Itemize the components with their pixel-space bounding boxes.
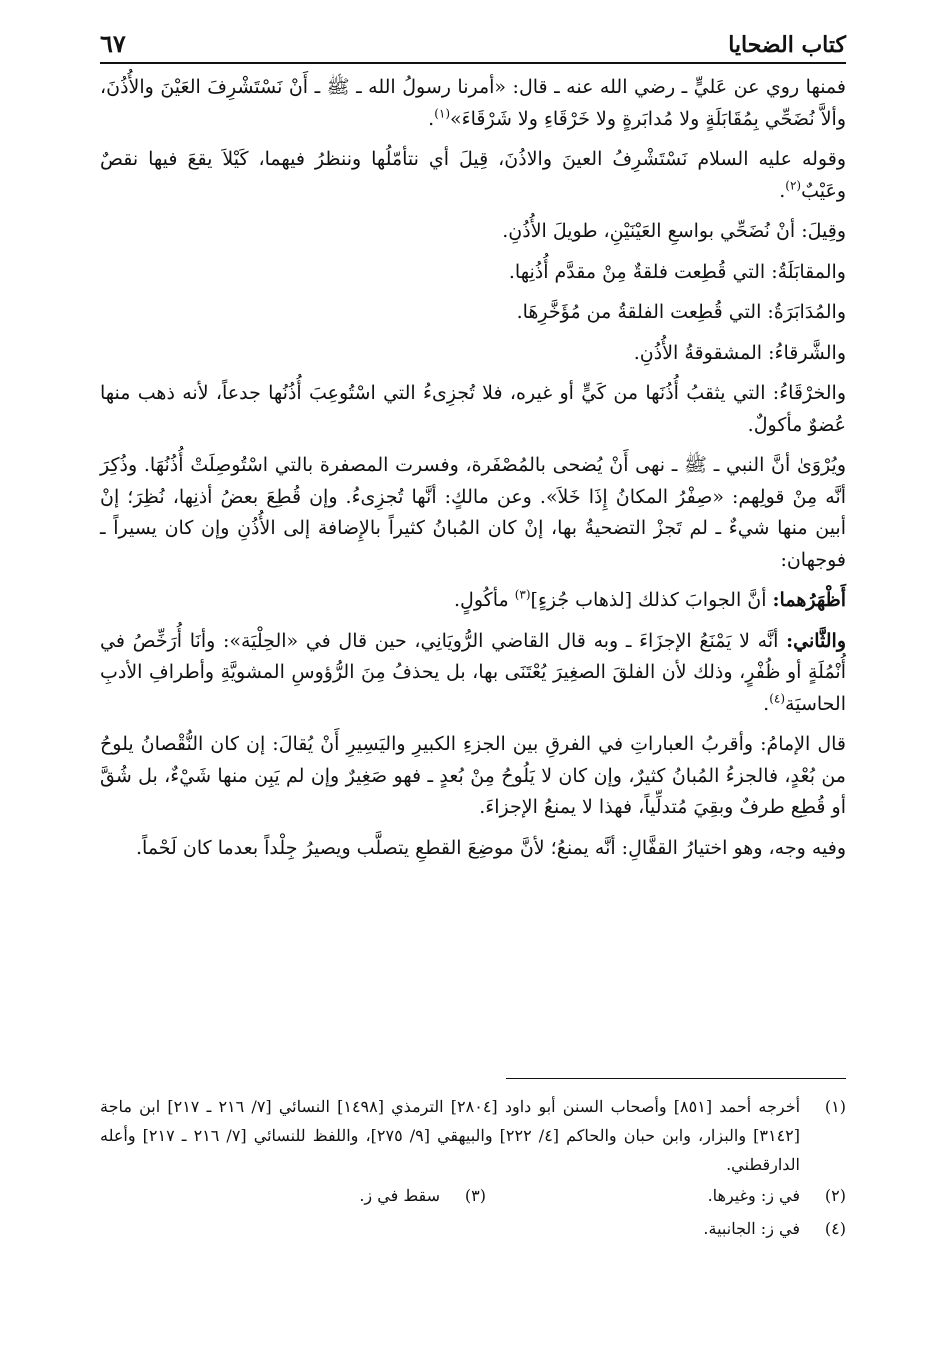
- paragraph: والخرْقَاءُ: التي يثقبُ أُذُنَها من كَيٍّ أو غيره، فلا تُجزِىءُ التي اسْتُوعِبَ أُذُنُها جدعاً، لأنه ذهب منها عُضوٌ مأكولٌ.: [100, 382, 846, 436]
- paragraph: قال الإمامُ: وأقربُ العباراتِ في الفرقِ بين الجزءِ الكبيرِ واليَسِيرِ أَنْ يُقالَ: إن كان النُّقْصانُ يلوحُ من بُعْدٍ، فالجزءُ المُبانُ كثيرٌ، وإن كان لا يَلُوحُ مِنْ بُعدٍ ـ فهو صَغِيرٌ وإن لم يَبِن منها شَيْءٌ، بل شُقَّ أو قُطِع طرفٌ وبقِيَ مُتدلِّياً، فهذا لا يمنعُ الإجزاءَ.: [100, 733, 846, 818]
- term: والثَّاني:: [786, 629, 846, 652]
- book-title: كتاب الضحايا: [728, 32, 846, 58]
- footnote: (٤) في ز: الجانبية.: [703, 1219, 846, 1238]
- paragraph: وقوله عليه السلام نَسْتَشْرِفُ العينَ والاذُنَ، قِيلَ أي نتأمّلُها وننظرُ فيهما، كَيْلاَ يقعَ فيها نقصٌ وعَيْبٌ$^{(٢)}$.: [100, 148, 846, 202]
- paragraph: أَظْهَرُهما: أنَّ الجوابَ كذلك [لذهاب جُزءٍ]$^{(٣)}$ مأكُولٍ.: [453, 587, 846, 611]
- paragraph: والمُدَابَرَةُ: التي قُطِعت الفلقةُ من مُؤَخَّرِهَا.: [516, 301, 846, 323]
- paragraph: وفيه وجه، وهو اختيارُ القفَّالِ: أنَّه يمنعُ؛ لأنَّ موضِعَ القطعِ يتصلَّب ويصيرُ جِلْداً بعدما كان لَحْماً.: [135, 836, 846, 859]
- paragraph: والشَّرقاءُ: المشقوقةُ الأُذُنِ.: [633, 341, 846, 364]
- footnote-divider: [506, 1078, 846, 1079]
- main-text: [100, 72, 846, 873]
- paragraph: ويُرْوَىٰ أنَّ النبي ـ ﷺ ـ نهى أَنْ يُضحى بالمُصْفَرة، وفسرت المصفرة بالتي اسْتُوصِلَتْ أُذُنُهَا. وذُكِرَ أنَّه مِنْ قولِهم: «صِفْرُ المكانُ إِذَا خَلاَ». وعن مالكٍ: أنَّها تُجزِىءُ. وإن قُطِعَ بعضُ أذنِها، نُظِرَ؛ إنْ أبين منها شيءٌ ـ لم تَجزْ التضحيةُ بها، إنْ كان المُبانُ كثيراً بالإِضافة إلى الأُذُنِ وإن كان يسيراً ـ فوجهان:: [100, 454, 846, 571]
- term: أَظْهَرُهما:: [772, 589, 846, 611]
- footnote-ref: (٣): [514, 587, 531, 602]
- paragraph: وقِيلَ: أنْ نُضَحِّي بواسعِ العَيْنَيْنِ، طويلَ الأُذُنِ.: [502, 220, 846, 242]
- footnote-ref: (٤): [769, 691, 786, 706]
- footnote: (٣) سقط في ز.: [359, 1186, 486, 1205]
- paragraph: والثَّاني: أنَّه لا يَمْنَعُ الإجزَاءَ ـ وبه قال القاضي الرُّويَانِي، حين قال في «الحِلْيَة»: وأنَا أُرَخِّصُ في أُنْمُلَةٍ أو ظُفْرٍ، وذلك لأن الفلقَ الصغِيرَ يُعْتَنَى بها، بل يحذفُ مِنَ الرُّؤوسِ المشويَّةِ وأطرافِ الأدبِ الحاسيَة$^{(٤)}$.: [100, 629, 846, 715]
- footnote-ref: (١): [434, 106, 451, 121]
- paragraph: والمقابَلَةُ: التي قُطِعت فلقةٌ مِنْ مقدَّم أُذُنِها.: [508, 260, 846, 283]
- page-header: [100, 18, 846, 64]
- footnote: (٢) في ز: وغيرها.: [707, 1186, 846, 1205]
- footnote: (١) أخرجه أحمد [٨٥١] وأصحاب السنن أبو داود [٢٨٠٤] الترمذي [١٤٩٨] النسائي [٧/ ٢١٦ ـ ٢١٧] ابن ماجة [٣١٤٢] والبزار، وابن حبان والحاكم [٤/ ٢٢٢] والبيهقي [٩/ ٢٧٥]، واللفظ للنسائي [٧/ ٢١٦ ـ ٢١٧] وأعله الدارقطني.: [100, 1097, 846, 1174]
- footnote-row: [100, 1181, 846, 1212]
- footnotes: [100, 1092, 846, 1245]
- paragraph: فمنها روي عن عَليٍّ ـ رضي الله عنه ـ قال: «أمرنا رسولُ الله ـ ﷺ ـ أَنْ نَسْتَشْرِفَ العَيْنَ والأُذُنَ، وألاَّ نُضَحِّي بِمُقَابَلَةٍ ولا مُدابَرةٍ ولا خَرْقَاءِ ولا شَرْقَاءَ»$^{(١)}$.: [100, 76, 846, 130]
- footnote-ref: (٢): [785, 178, 802, 193]
- page-number: ٦٧: [100, 29, 126, 58]
